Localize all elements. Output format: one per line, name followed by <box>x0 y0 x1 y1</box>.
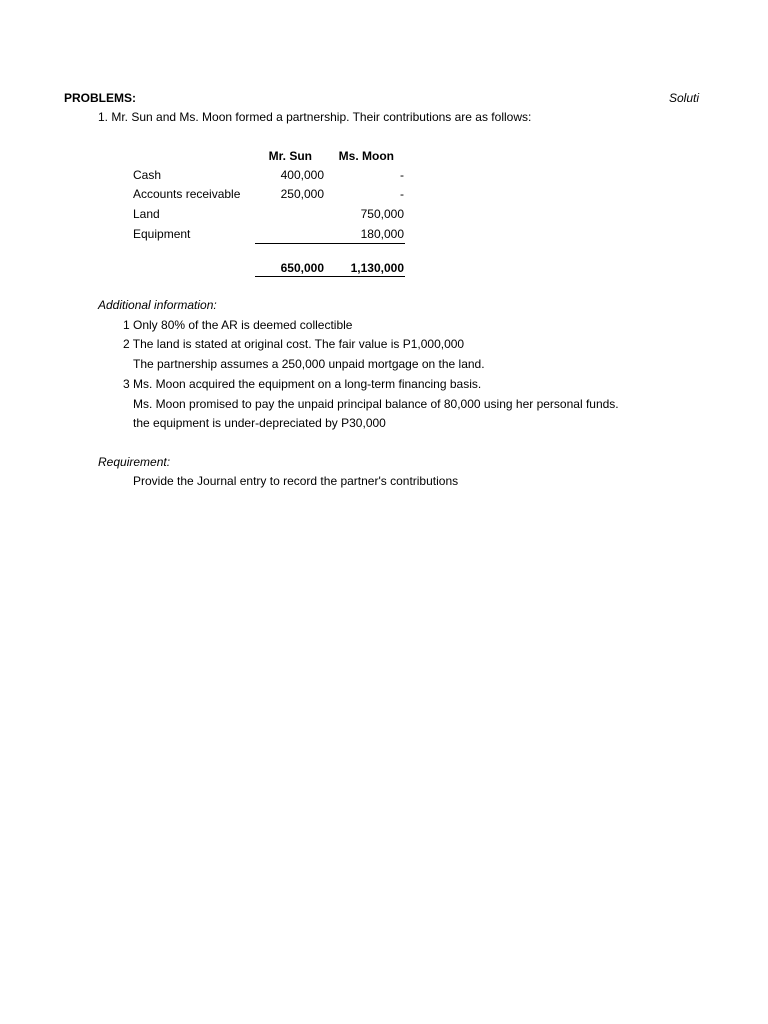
row-value-mr-sun: 400,000 <box>280 168 324 182</box>
requirement-text: Provide the Journal entry to record the partner's contributions <box>133 474 459 488</box>
solution-heading: Soluti <box>669 91 700 105</box>
additional-info-item: The partnership assumes a 250,000 unpaid mortgage on the land. <box>133 357 485 371</box>
additional-info-item: 3 Ms. Moon acquired the equipment on a long-term financing basis. <box>123 377 482 391</box>
total-rule <box>255 276 405 277</box>
row-label: Land <box>133 207 160 221</box>
additional-info-item: 2 The land is stated at original cost. The fair value is P1,000,000 <box>123 337 465 351</box>
row-value-ms-moon: - <box>400 187 404 201</box>
additional-info-item: Ms. Moon promised to pay the unpaid principal balance of 80,000 using her personal funds. <box>133 397 619 411</box>
total-mr-sun: 650,000 <box>280 261 324 275</box>
row-label: Accounts receivable <box>133 187 241 201</box>
row-value-mr-sun: 250,000 <box>280 187 324 201</box>
subtotal-rule <box>255 243 405 244</box>
total-ms-moon: 1,130,000 <box>350 261 404 275</box>
row-label: Equipment <box>133 227 191 241</box>
requirement-heading: Requirement: <box>98 455 171 469</box>
additional-info-item: 1 Only 80% of the AR is deemed collectible <box>123 318 353 332</box>
row-label: Cash <box>133 168 162 182</box>
row-value-ms-moon: 750,000 <box>360 207 404 221</box>
row-value-ms-moon: - <box>400 168 404 182</box>
row-value-ms-moon: 180,000 <box>360 227 404 241</box>
column-header-mr-sun: Mr. Sun <box>268 149 312 163</box>
additional-info-item: the equipment is under-depreciated by P30,000 <box>133 416 386 430</box>
column-header-ms-moon: Ms. Moon <box>338 149 394 163</box>
problems-heading: PROBLEMS: <box>64 91 136 105</box>
problem-title: 1. Mr. Sun and Ms. Moon formed a partnership. Their contributions are as follows: <box>98 110 532 124</box>
additional-info-heading: Additional information: <box>98 298 217 312</box>
